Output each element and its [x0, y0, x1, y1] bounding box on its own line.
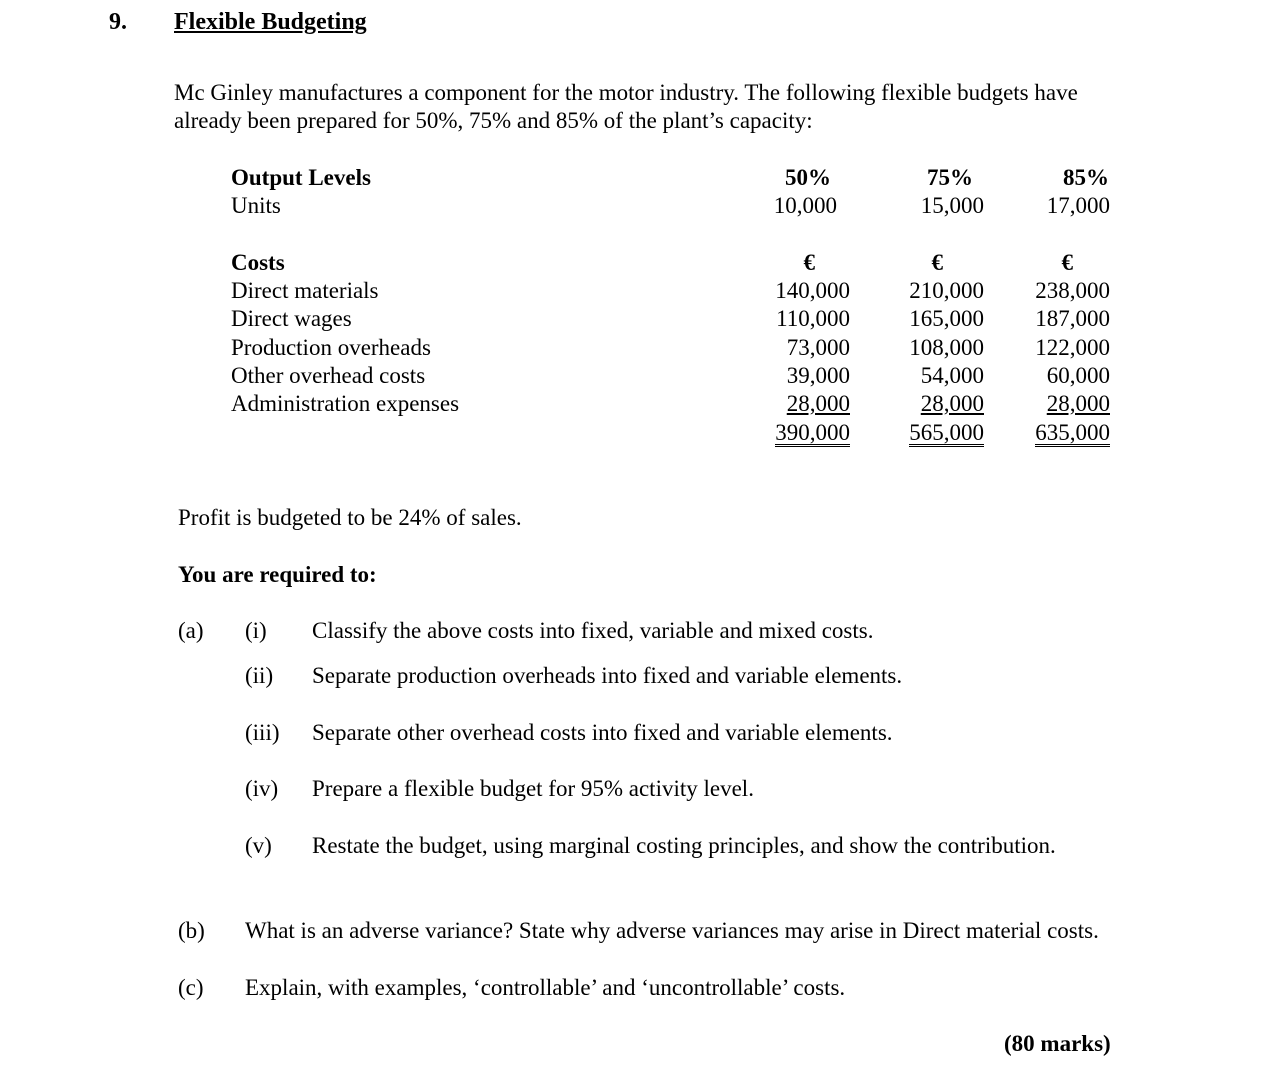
col-85-administration-expenses: 28,000 — [1046, 391, 1110, 416]
required-heading: You are required to: — [178, 562, 377, 587]
part-a-i-text: Classify the above costs into fixed, variable and mixed costs. — [312, 618, 874, 643]
question-number: 9. — [109, 9, 127, 35]
col-85-units: 17,000 — [1046, 193, 1110, 218]
part-a-ii-text: Separate production overheads into fixed and variable elements. — [312, 663, 903, 688]
row-label-direct-wages: Direct wages — [231, 306, 352, 331]
costs-label: Costs — [231, 250, 285, 275]
row-label-direct-materials: Direct materials — [231, 278, 379, 303]
col-75-production-overheads: 108,000 — [909, 335, 984, 360]
col-85-other-overhead-costs: 60,000 — [1046, 363, 1110, 388]
marks-label: (80 marks) — [1004, 1031, 1111, 1056]
part-b-label: (b) — [178, 918, 205, 943]
col-50-production-overheads: 73,000 — [786, 335, 850, 360]
col-85-direct-materials: 238,000 — [1035, 278, 1110, 303]
part-a-iv-num: (iv) — [245, 776, 279, 801]
part-a-i-num: (i) — [245, 618, 267, 643]
part-a-iv-text: Prepare a flexible budget for 95% activity level. — [312, 776, 754, 801]
col-50-direct-wages: 110,000 — [776, 306, 850, 331]
col-75-direct-materials: 210,000 — [909, 278, 984, 303]
col-50-total: 390,000 — [775, 420, 850, 445]
col-75-level: 75% — [927, 165, 973, 190]
output-levels-label: Output Levels — [231, 165, 371, 190]
col-50-units: 10,000 — [773, 193, 837, 218]
row-label-other-overhead-costs: Other overhead costs — [231, 363, 426, 388]
part-a-iii-text: Separate other overhead costs into fixed and variable elements. — [312, 720, 893, 745]
part-c-text: Explain, with examples, ‘controllable’ and ‘uncontrollable’ costs. — [245, 975, 846, 1000]
row-label-production-overheads: Production overheads — [231, 335, 431, 360]
col-85-total: 635,000 — [1035, 420, 1110, 445]
col-50-administration-expenses: 28,000 — [786, 391, 850, 416]
col-75-currency: € — [931, 250, 943, 275]
col-75-other-overhead-costs: 54,000 — [920, 363, 984, 388]
row-label-administration-expenses: Administration expenses — [231, 391, 460, 416]
intro-line-2: already been prepared for 50%, 75% and 85% of the plant’s capacity: — [174, 108, 813, 133]
col-50-level: 50% — [785, 165, 831, 190]
part-c-label: (c) — [178, 975, 204, 1000]
part-a-label: (a) — [178, 618, 204, 643]
col-85-direct-wages: 187,000 — [1035, 306, 1110, 331]
part-a-v-num: (v) — [245, 833, 272, 858]
col-75-administration-expenses: 28,000 — [920, 391, 984, 416]
col-75-units: 15,000 — [920, 193, 984, 218]
col-50-direct-materials: 140,000 — [775, 278, 850, 303]
part-a-iii-num: (iii) — [245, 720, 280, 745]
col-50-other-overhead-costs: 39,000 — [786, 363, 850, 388]
col-50-currency: € — [803, 250, 815, 275]
col-85-production-overheads: 122,000 — [1035, 335, 1110, 360]
question-title: Flexible Budgeting — [174, 9, 367, 35]
col-75-direct-wages: 165,000 — [909, 306, 984, 331]
part-a-v-text: Restate the budget, using marginal costing principles, and show the contribution. — [312, 833, 1056, 858]
intro-line-1: Mc Ginley manufactures a component for the motor industry. The following flexible budgets have — [174, 80, 1078, 105]
part-b-text: What is an adverse variance? State why adverse variances may arise in Direct material costs. — [245, 918, 1099, 943]
col-75-total: 565,000 — [909, 420, 984, 445]
col-85-level: 85% — [1063, 165, 1109, 190]
profit-note: Profit is budgeted to be 24% of sales. — [178, 505, 522, 530]
part-a-ii-num: (ii) — [245, 663, 274, 688]
units-label: Units — [231, 193, 281, 218]
col-85-currency: € — [1061, 250, 1073, 275]
